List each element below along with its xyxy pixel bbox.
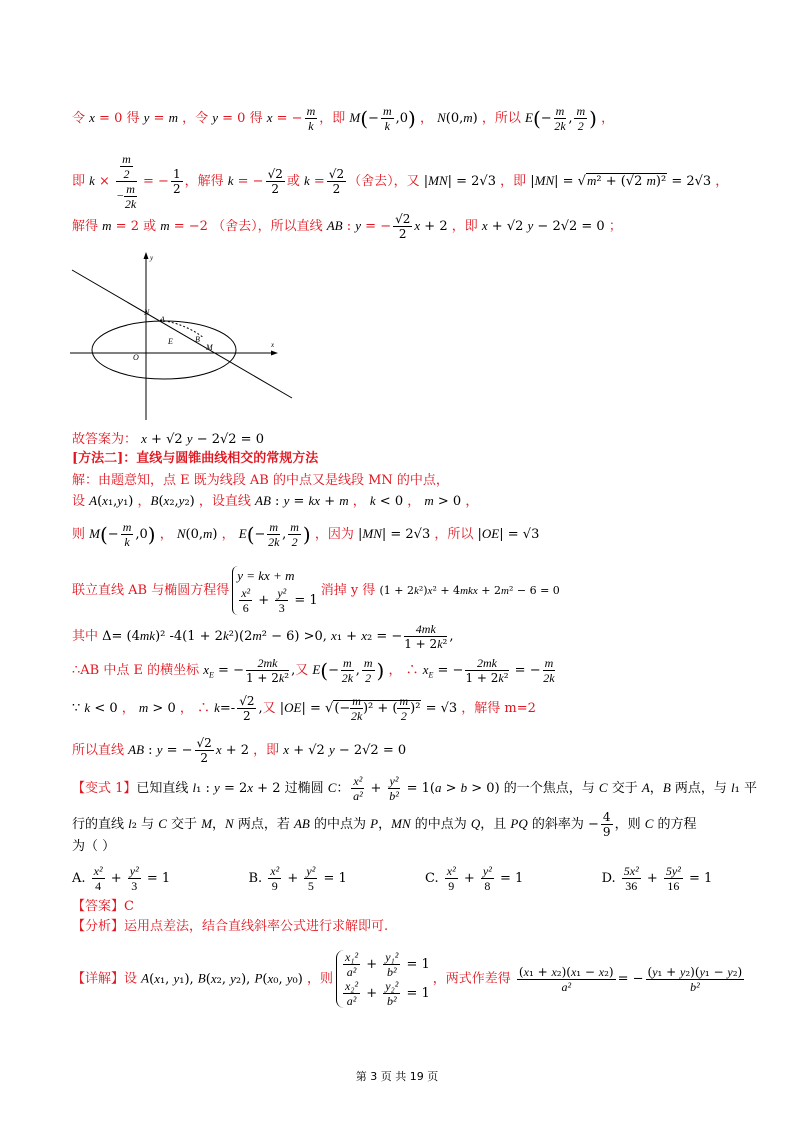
options-row <box>72 864 712 893</box>
answer-line: 故答案为： x + √2 y − 2√2 = 0 <box>72 431 264 447</box>
graph-label-y: y <box>150 254 154 262</box>
variant-1-line-3: 为（ ） <box>72 839 116 854</box>
variant-1-line-2: 行的直线 l₂ 与 C 交于 M，N 两点，若 AB 的中点为 P，MN 的中点为 Q，且 PQ 的斜率为 − $\frac{4}{9}$ ，则 C 的方程 <box>72 810 697 839</box>
graph-label-e: E <box>168 337 173 346</box>
method2-line-4: 联立直线 AB 与椭圆方程得 y = kx + m $\frac{\text{x²}}{6}$ + $\frac{\text{y²}}{3}$ = 1 消掉 y 得 (1 + 2k²)x² + 4mkx + 2m² − 6 = 0 <box>72 568 560 615</box>
option-b[interactable]: B. $\frac{\text{x²}}{9}$ + $\frac{\text{y²}}{5}$ = 1 <box>248 864 347 893</box>
answer-label: 【答案】C <box>72 899 134 914</box>
method2-line-7: ∵ k < 0 ， m > 0 ， ∴ k=- $\frac{√2}{2}$ ,又 |OE| = √(− $\frac{m}{2k}$ )² + ( $\frac{m}{2}$ )² = √3 ，解得 m=2 <box>72 694 536 723</box>
graph-label-b: B <box>195 335 200 344</box>
method2-line-2: 设 A(x₁,y₁) ，B(x₂,y₂) ，设直线 AB : y = kx + m ， k < 0 ， m > 0 ， <box>72 493 479 509</box>
option-c[interactable]: C. $\frac{\text{x²}}{9}$ + $\frac{\text{y²}}{8}$ = 1 <box>425 864 524 893</box>
analysis-text: 运用点差法，结合直线斜率公式进行求解即可. <box>124 919 389 934</box>
analysis-line <box>72 918 388 936</box>
detail-line: 【详解】设 A(x₁, y₁), B(x₂, y₂), P(x₀, y₀) ，则 $\frac{\text{x₁²}}{\text{a²}}$ + $\frac{\text{y₁²}}{\text{b²}}$ = 1 $\frac{\text{x₂²}}{\text{a²}}$ + $\frac{\text{y₂²}}{\text{b²}}$ = 1 ，两式作差得 $\frac{\text{(x₁ + x₂)(x₁ − x₂)}}{\text{a²}}$ = − $\frac{\text{(y₁ + y₂)(y₁ − y₂)}}{\text{b²}}$ <box>72 950 743 1008</box>
graph-label-a: A <box>160 315 165 324</box>
variant-label: 【变式 1】 <box>72 781 137 796</box>
graph-label-n: N <box>144 308 150 317</box>
option-a[interactable]: A. $\frac{\text{x²}}{4}$ + $\frac{\text{y²}}{3}$ = 1 <box>72 864 171 893</box>
detail-label: 【详解】 <box>72 971 125 987</box>
variant-1-line-1: 【变式 1】已知直线 l₁ : y = 2x + 2 过椭圆 C： $\frac{\text{x²}}{\text{a²}}$ + $\frac{\text{y²}}{\text{b²}}$ = 1(a > b > 0) 的一个焦点，与 C 交于 A，B 两点，与 l₁ 平 <box>72 774 758 803</box>
ellipse-line-graph <box>68 250 298 425</box>
graph-label-x: x <box>271 341 275 349</box>
method2-line-1: 解：由题意知，点 E 既为线段 AB 的中点又是线段 MN 的中点， <box>72 473 449 488</box>
graph-label-m: M <box>206 343 213 352</box>
line-2: 即 k × $\frac{m}{2}$ − $\frac{m}{2k}$ = − $\frac{1}{2}$ ，解得 k = − $\frac{√2}{2}$ 或 k = $\frac{√2}{2}$ （舍去），又 |MN| = 2√3 ，即 |MN| = √m² + (√2 m)² = 2√3 ， <box>72 152 729 211</box>
line-3: 解得 m = 2 或 m = −2 （舍去），所以直线 AB : y = − $\frac{√2}{2}$ x + 2 ，即 x + √2 y − 2√2 = 0 ； <box>72 212 622 241</box>
option-d[interactable]: D. $\frac{\text{5x²}}{36}$ + $\frac{\text{5y²}}{16}$ = 1 <box>601 864 713 893</box>
line-1: 令 x = 0 得 y = m ，令 y = 0 得 x = − $\frac{m}{k}$ ，即 M(− $\frac{m}{k}$ ,0) ， N(0,m) ，所以 E(− $\frac{m}{2k}$ , $\frac{m}{2}$ ) ， <box>72 104 615 133</box>
method2-line-3: 则 M(− $\frac{m}{k}$ ,0) ， N(0,m) ， E(− $\frac{m}{2k}$ , $\frac{m}{2}$ ) ，因为 |MN| = 2√3 ，所以 |OE| = √3 <box>72 520 540 549</box>
method2-line-6: ∴AB 中点 E 的横坐标 $x_E$ = − $\frac{2mk}{\text{1 + 2k²}}$ ,又 E(− $\frac{m}{2k}$ , $\frac{m}{2}$ ) ， ∴ $x_E$ = − $\frac{2mk}{\text{1 + 2k²}}$ = − $\frac{m}{2k}$ <box>72 656 555 685</box>
page-footer: 第 3 页 共 19 页 <box>355 1070 439 1083</box>
method2-line-8: 所以直线 AB : y = − $\frac{√2}{2}$ x + 2 ，即 x + √2 y − 2√2 = 0 <box>72 736 407 765</box>
graph-label-o: O <box>133 353 139 362</box>
analysis-label: 【分析】 <box>72 919 125 934</box>
method2-line-5: 其中 Δ= (4mk)² -4(1 + 2k²)(2m² − 6) >0, x₁ + x₂ = − $\frac{4mk}{\text{1 + 2k²}}$ , <box>72 622 454 651</box>
method2-title: [方法二]：直线与圆锥曲线相交的常规方法 <box>72 451 319 466</box>
